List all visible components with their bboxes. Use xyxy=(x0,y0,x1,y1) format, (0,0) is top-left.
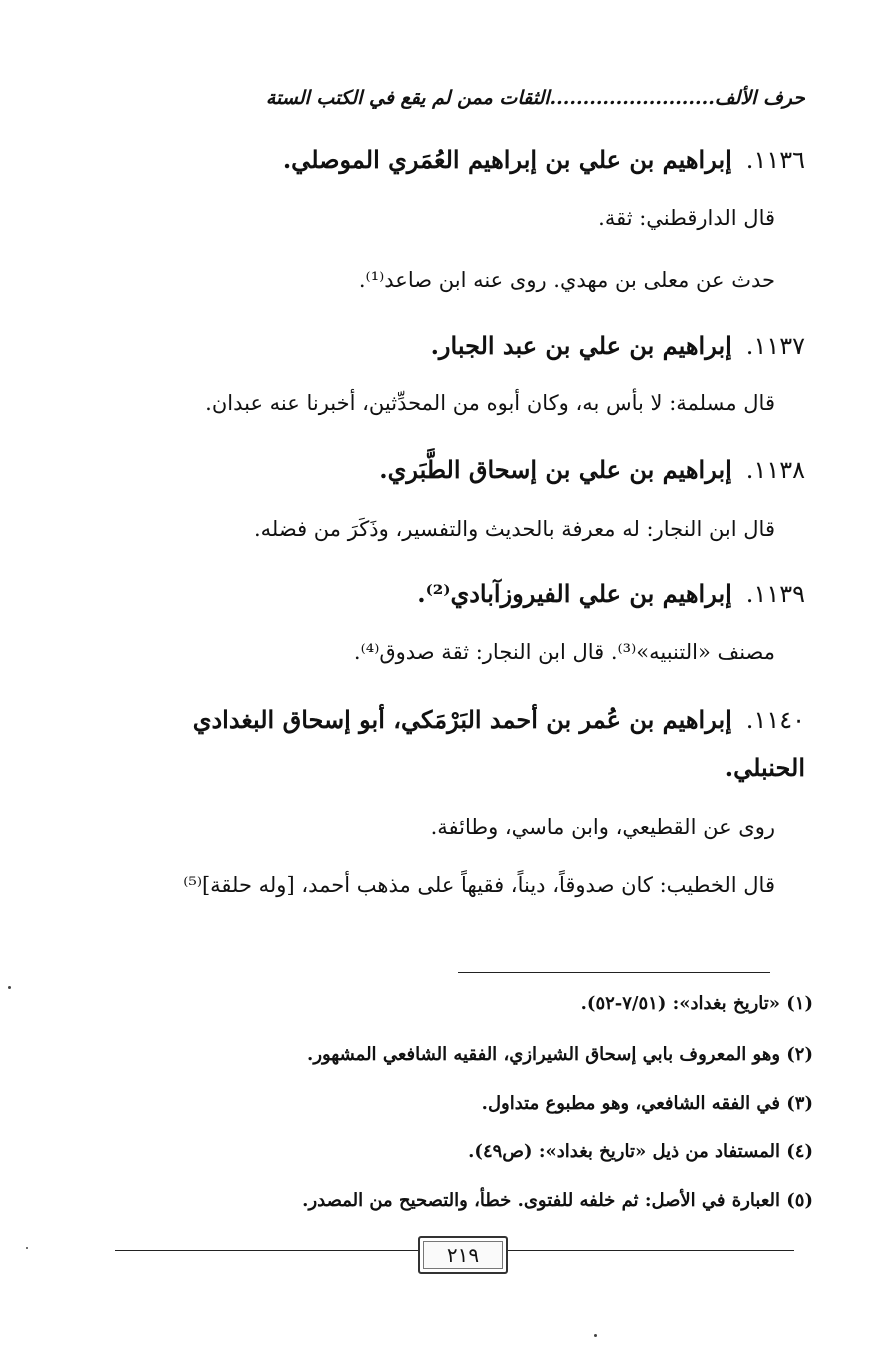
entry-number: ١١٣٨. xyxy=(745,456,805,484)
scan-speck xyxy=(594,1334,597,1337)
running-header: حرف الألف.........................الثقات ممن لم يقع في الكتب الستة xyxy=(265,87,805,109)
entry-title-1136 xyxy=(105,136,805,184)
entry-title-1139 xyxy=(105,570,805,618)
entry-1138-line-1: قال ابن النجار: له معرفة بالحديث والتفسير، وذَكَرَ من فضله. xyxy=(253,517,775,541)
scan-speck xyxy=(8,986,11,989)
page-number: ٢١٩ xyxy=(418,1236,508,1274)
scan-speck xyxy=(26,1247,28,1249)
entry-number: ١١٣٧. xyxy=(745,332,805,360)
entry-number: ١١٣٩. xyxy=(745,580,805,608)
entry-title-1140 xyxy=(115,696,805,792)
entry-title-1138 xyxy=(105,446,805,494)
entry-number: ١١٤٠. xyxy=(745,706,805,734)
entry-name: إبراهيم بن علي بن إسحاق الطَّبَري. xyxy=(379,455,732,484)
footnote-4: (٤) المستفاد من ذيل «تاريخ بغداد»: (ص٤٩). xyxy=(468,1141,813,1162)
footnote-2: (٢) وهو المعروف بابي إسحاق الشيرازي، الفقيه الشافعي المشهور. xyxy=(307,1044,813,1065)
entry-title-1137 xyxy=(105,322,805,370)
entry-1136-line-2: حدث عن معلى بن مهدي. روى عنه ابن صاعد⁽¹⁾. xyxy=(358,268,775,292)
entry-1140-line-1: روى عن القطيعي، وابن ماسي، وطائفة. xyxy=(430,815,775,839)
bottom-rule-right xyxy=(504,1250,794,1251)
entry-1139-line-1: مصنف «التنبيه»⁽³⁾. قال ابن النجار: ثقة صدوق⁽⁴⁾. xyxy=(353,640,775,664)
footnote-separator xyxy=(458,972,770,973)
entry-1136-line-1: قال الدارقطني: ثقة. xyxy=(598,206,775,230)
footnote-1: (١) «تاريخ بغداد»: (٧/٥١-٥٢). xyxy=(580,993,813,1014)
footnote-5: (٥) العبارة في الأصل: ثم خلفه للفتوى. خطأ، والتصحيح من المصدر. xyxy=(302,1190,813,1211)
entry-name: إبراهيم بن علي بن عبد الجبار. xyxy=(430,331,732,360)
footnote-3: (٣) في الفقه الشافعي، وهو مطبوع متداول. xyxy=(481,1093,813,1114)
entry-1140-line-2: قال الخطيب: كان صدوقاً، ديناً، فقيهاً على مذهب أحمد، [وله حلقة]⁽⁵⁾ xyxy=(183,873,775,897)
entry-1137-line-1: قال مسلمة: لا بأس به، وكان أبوه من المحدِّثين، أخبرنا عنه عبدان. xyxy=(205,391,775,415)
bottom-rule-left xyxy=(115,1250,418,1251)
entry-name: إبراهيم بن علي بن إبراهيم العُمَري الموصلي. xyxy=(282,145,732,174)
entry-name: إبراهيم بن عُمر بن أحمد البَرْمَكي، أبو إسحاق البغدادي الحنبلي. xyxy=(192,705,805,782)
entry-name: إبراهيم بن علي الفيروزآبادي⁽²⁾. xyxy=(417,579,732,608)
entry-number: ١١٣٦. xyxy=(745,146,805,174)
